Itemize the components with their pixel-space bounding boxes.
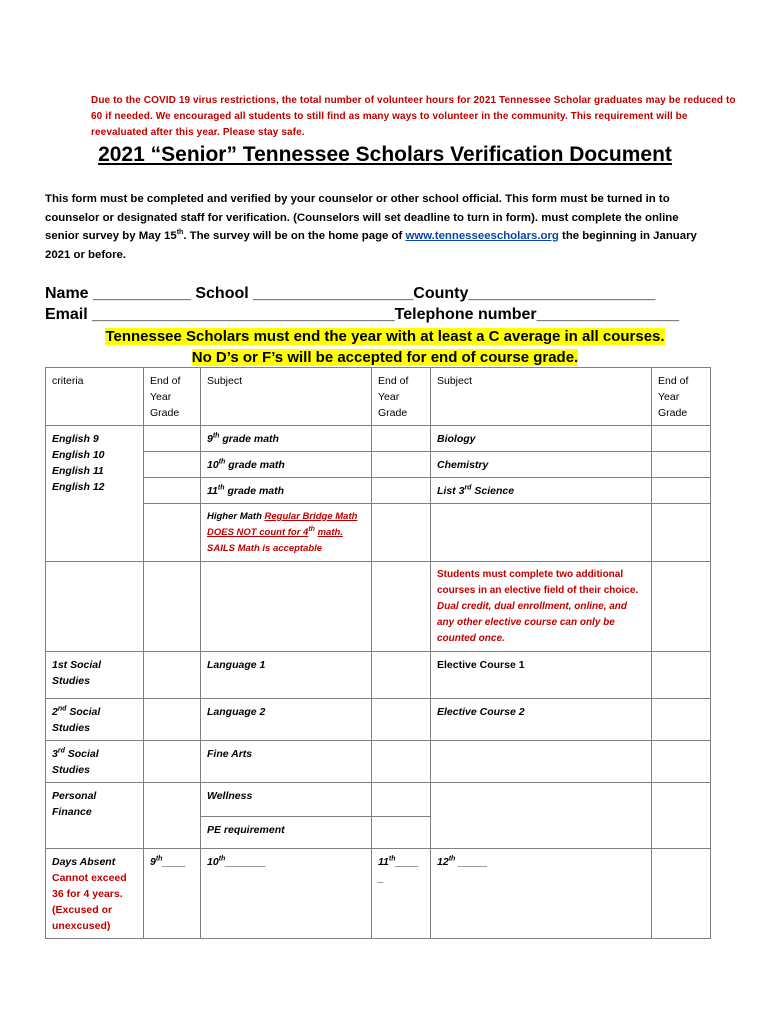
absent-11-prefix: 11 xyxy=(378,856,389,868)
intro-text-2: . The survey will be on the home page of xyxy=(183,230,406,242)
math-11-prefix: 11 xyxy=(207,485,218,497)
wellness: Wellness xyxy=(201,783,372,817)
social-2-sup: nd xyxy=(57,705,67,713)
grade-warning-2 xyxy=(0,349,770,366)
days-absent-cell xyxy=(46,849,144,939)
intro-text-3: the beginning in January 2021 or before. xyxy=(45,230,697,261)
absent-11th[interactable] xyxy=(372,849,431,939)
table-row xyxy=(46,849,711,939)
grade-input-wellness[interactable] xyxy=(372,783,431,817)
social-3-label: Social Studies xyxy=(52,748,99,776)
language-2: Language 2 xyxy=(201,699,372,741)
grade-input-social-2[interactable] xyxy=(144,699,201,741)
grade-input-math-11[interactable] xyxy=(372,478,431,504)
science-list-a: List 3 xyxy=(437,485,465,497)
english-cell xyxy=(46,426,144,562)
covid-notice: Due to the COVID 19 virus restrictions, the total number of volunteer hours for 2021 Tennessee Scholar graduates may be reduced to 60 if needed. We encouraged all students to still find as many ways to volunteer in the community. This requirement will be reevaluated after this year. Please stay safe. xyxy=(91,95,736,138)
elective-note-b: Dual credit, dual enrollment, online, and any other elective course can only be counted once xyxy=(437,601,628,644)
math-11-label: grade math xyxy=(227,485,285,497)
math-11-sup: th xyxy=(217,484,225,492)
grade-input-social-3[interactable] xyxy=(144,741,201,783)
intro-paragraph xyxy=(45,190,705,264)
empty-cell xyxy=(652,849,711,939)
social-studies-3 xyxy=(46,741,144,783)
grade-input-pe[interactable] xyxy=(372,817,431,849)
social-studies-1: 1st Social Studies xyxy=(46,652,144,699)
math-10 xyxy=(201,452,372,478)
social-2-prefix: 2 xyxy=(52,706,58,718)
grade-warning-1-text: Tennessee Scholars must end the year with at least a C average in all courses. xyxy=(105,328,665,345)
science-list-b: Science xyxy=(471,485,515,497)
table-row xyxy=(46,741,711,783)
math-9-label: grade math xyxy=(222,433,279,445)
social-3-sup: rd xyxy=(57,747,65,755)
grade-input-biology[interactable] xyxy=(652,426,711,452)
social-3-prefix: 3 xyxy=(52,748,58,760)
absent-9-sup: th xyxy=(155,855,163,863)
header-end-grade-2: End of Year Grade xyxy=(372,368,431,426)
science-list-3rd xyxy=(431,478,652,504)
absent-11-blank: ____ _ xyxy=(378,856,419,884)
table-row xyxy=(46,478,711,504)
math-9 xyxy=(201,426,372,452)
absent-11-sup: th xyxy=(388,855,396,863)
grade-input-personal-finance[interactable] xyxy=(144,783,201,849)
student-info-fields xyxy=(45,283,735,325)
science-biology: Biology xyxy=(431,426,652,452)
grade-input-elective-1[interactable] xyxy=(652,652,711,699)
absent-9-blank: ____ xyxy=(162,856,186,868)
math-9-prefix: 9 xyxy=(207,433,213,445)
course-grades-table xyxy=(45,367,711,939)
grade-input-english-11[interactable] xyxy=(144,478,201,504)
empty-subject-cell xyxy=(201,562,372,652)
header-subject-2: Subject xyxy=(431,368,652,426)
intro-text-1: This form must be completed and verified by your counselor or other school official. This form must be turned in to counselor or designated staff for verification. (Counselors will set deadline to turn in form). must complete the online senior survey by May 15 xyxy=(45,193,679,242)
grade-input-social-1[interactable] xyxy=(144,652,201,699)
higher-math xyxy=(201,504,372,562)
absent-10-blank: _______ xyxy=(225,856,267,868)
grade-input-blank-2[interactable] xyxy=(372,562,431,652)
absent-10th[interactable] xyxy=(201,849,372,939)
header-end-grade: End of Year Grade xyxy=(144,368,201,426)
header-end-grade-3: End of Year Grade xyxy=(652,368,711,426)
language-1: Language 1 xyxy=(201,652,372,699)
grade-input-english-12[interactable] xyxy=(144,504,201,562)
english-9: English 9 xyxy=(52,433,99,445)
absent-12-prefix: 12 xyxy=(437,856,449,868)
science-list-sup: rd xyxy=(464,484,472,492)
science-chemistry: Chemistry xyxy=(431,452,652,478)
grade-input-elective-2[interactable] xyxy=(652,699,711,741)
grade-input-math-10[interactable] xyxy=(372,452,431,478)
english-11: English 11 xyxy=(52,465,104,477)
elective-course-1: Elective Course 1 xyxy=(431,652,652,699)
header-criteria: criteria xyxy=(46,368,144,426)
math-11 xyxy=(201,478,372,504)
grade-input-english-9[interactable] xyxy=(144,426,201,452)
table-row xyxy=(46,783,711,817)
absent-10-sup: th xyxy=(218,855,226,863)
absent-9th[interactable] xyxy=(144,849,201,939)
grade-input-chemistry[interactable] xyxy=(652,452,711,478)
grade-input-english-10[interactable] xyxy=(144,452,201,478)
social-studies-2 xyxy=(46,699,144,741)
pe-requirement: PE requirement xyxy=(201,817,372,849)
name-school-county-line[interactable]: Name ___________ School __________________County_____________________ xyxy=(45,285,656,302)
grade-input-empty[interactable] xyxy=(652,504,711,562)
absent-12th[interactable] xyxy=(431,849,652,939)
absent-10-prefix: 10 xyxy=(207,856,219,868)
grade-input-math-9[interactable] xyxy=(372,426,431,452)
table-header-row xyxy=(46,368,711,426)
absent-12-blank: _____ xyxy=(455,856,488,868)
grade-input-science-3[interactable] xyxy=(652,478,711,504)
empty-criteria-cell xyxy=(46,562,144,652)
empty-cell xyxy=(431,504,652,562)
english-12: English 12 xyxy=(52,481,105,493)
higher-math-label: Higher Math xyxy=(207,511,265,522)
scholars-website-link[interactable]: www.tennesseescholars.org xyxy=(405,230,559,242)
math-10-label: grade math xyxy=(228,459,285,471)
table-row xyxy=(46,562,711,652)
grade-input-fine-arts[interactable] xyxy=(372,741,431,783)
grade-warning-1 xyxy=(0,328,770,345)
math-9-sup: th xyxy=(212,432,220,440)
english-10: English 10 xyxy=(52,449,105,461)
intro-sup: th xyxy=(176,229,184,237)
table-row xyxy=(46,699,711,741)
higher-math-sails: SAILS Math is acceptable xyxy=(207,543,323,554)
table-row xyxy=(46,426,711,452)
empty-cell xyxy=(431,783,652,849)
header-subject: Subject xyxy=(201,368,372,426)
table-row xyxy=(46,504,711,562)
elective-note-c: . xyxy=(502,633,505,644)
math-10-sup: th xyxy=(218,458,226,466)
higher-math-note: Regular Bridge Math DOES NOT count for 4 xyxy=(207,511,358,538)
grade-input-language-2[interactable] xyxy=(372,699,431,741)
elective-course-2: Elective Course 2 xyxy=(431,699,652,741)
personal-finance: Personal Finance xyxy=(46,783,144,849)
grade-input-higher-math[interactable] xyxy=(372,504,431,562)
grade-input-blank[interactable] xyxy=(144,562,201,652)
email-telephone-line[interactable]: Email __________________________________Telephone number________________ xyxy=(45,306,679,323)
days-absent-label: Days Absent xyxy=(52,856,116,868)
math-10-prefix: 10 xyxy=(207,459,219,471)
grade-input-empty-3[interactable] xyxy=(652,783,711,849)
table-row xyxy=(46,652,711,699)
grade-warning-2-text: No D’s or F’s will be accepted for end of course grade. xyxy=(191,349,579,366)
grade-input-blank-3[interactable] xyxy=(652,562,711,652)
absent-12-sup: th xyxy=(448,855,456,863)
page-title: 2021 “Senior” Tennessee Scholars Verification Document xyxy=(98,143,672,166)
empty-cell xyxy=(431,741,652,783)
elective-note xyxy=(431,562,652,652)
table-row xyxy=(46,452,711,478)
absent-9-prefix: 9 xyxy=(150,856,156,868)
elective-note-a: Students must complete two additional courses in an elective field of their choice. xyxy=(437,569,639,596)
grade-input-empty-2[interactable] xyxy=(652,741,711,783)
grade-input-language-1[interactable] xyxy=(372,652,431,699)
fine-arts: Fine Arts xyxy=(201,741,372,783)
days-absent-note: Cannot exceed 36 for 4 years. (Excused or unexcused) xyxy=(52,872,127,932)
social-2-label: Social Studies xyxy=(52,706,101,734)
higher-math-note-2: math. xyxy=(317,527,343,538)
higher-math-sup: th xyxy=(308,525,315,533)
